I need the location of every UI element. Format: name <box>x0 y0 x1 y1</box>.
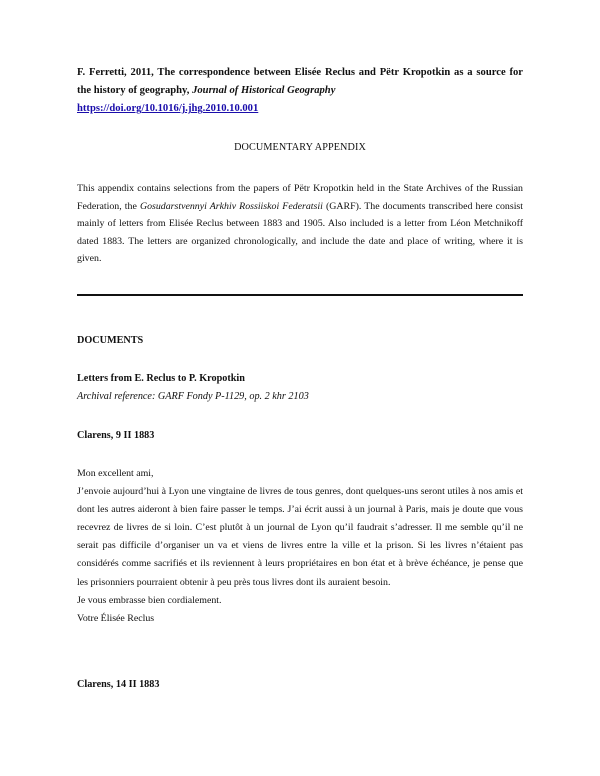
intro-paragraph <box>77 180 523 268</box>
documents-heading: DOCUMENTS <box>77 335 144 346</box>
journal-title: Journal of Historical Geography <box>192 85 336 97</box>
intro-text-1: This appendix contains selections from the papers of Pëtr Kropotkin held in the State Archives of the Russian Federation, the <box>77 183 523 212</box>
letter-place-date: Clarens, 14 II 1883 <box>77 679 160 690</box>
intro-text-2: (GARF). The documents transcribed here consist mainly of letters from Elisée Reclus between 1883 and 1905. Also included is a letter from Léon Metchnikoff dated 1883. The letters are organized chronologically, and include the date and place of writing, where it is given. <box>77 200 524 265</box>
letters-heading: Letters from E. Reclus to P. Kropotkin <box>77 373 245 384</box>
letter-place-date: Clarens, 9 II 1883 <box>77 430 155 441</box>
citation <box>77 64 523 119</box>
doi-link[interactable]: https://doi.org/10.1016/j.jhg.2010.10.001 <box>77 103 259 115</box>
letter-text <box>77 465 523 628</box>
citation-text: F. Ferretti, 2011, The correspondence between Elisée Reclus and Pëtr Kropotkin as a source for the history of geography, <box>77 67 523 97</box>
letter-salutation: Mon excellent ami, <box>77 468 154 479</box>
appendix-title: DOCUMENTARY APPENDIX <box>234 142 366 153</box>
archive-name: Gosudarstvennyi Arkhiv Rossiiskoi Federatsii <box>139 200 323 212</box>
letter-closing: Je vous embrasse bien cordialement. <box>77 594 222 606</box>
archival-reference: Archival reference: GARF Fondy P-1129, op. 2 khr 2103 <box>77 391 309 402</box>
letter-signature: Votre Élisée Reclus <box>77 612 155 624</box>
letter-body: J’envoie aujourd’hui à Lyon une vingtaine de livres de tous genres, dont quelques-uns seront utiles à nos amis et dont les autres aideront à bien faire passer le temps. J’ai écrit aussi à un journal à Paris, mais je doute que vous recevrez de livres de si loin. C’est plutôt à un journal de Lyon qu’il faudrait s’adresser. Il me semble qu’il ne serait pas difficile d’organiser un va et viens de livres entre la ville et la prison. Si les livres n’étaient pas considérés comme sacrifiés et ils reviennent à leurs propriétaires en bon état et à brève échéance, je pense que les prisonniers pourraient obtenir à peu près tous livres dont ils auraient besoin. <box>77 486 523 588</box>
section-divider <box>77 294 523 296</box>
